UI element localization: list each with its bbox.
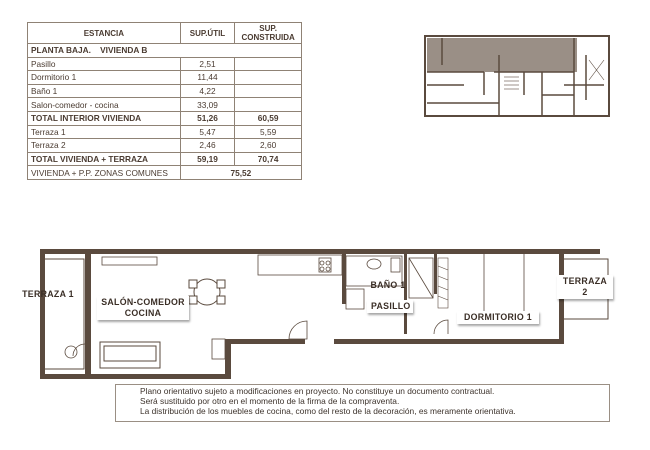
label-bano-1: BAÑO 1 (370, 280, 406, 290)
header-construida-label: CONSTRUIDA (241, 33, 295, 42)
total-terraza-label: TOTAL VIVIENDA + TERRAZA (28, 152, 181, 166)
row-label: Dormitorio 1 (28, 71, 181, 85)
section-row (28, 44, 302, 58)
kitchen-counter (102, 255, 342, 275)
row-construida: 2,60 (235, 139, 302, 153)
row-util: 33,09 (180, 98, 235, 112)
disclaimer-box (115, 384, 610, 422)
row-construida (235, 98, 302, 112)
row-label: Salon-comedor - cocina (28, 98, 181, 112)
total-terraza-row (28, 152, 302, 166)
row-util: 4,22 (180, 84, 235, 98)
row-util: 2,51 (180, 57, 235, 71)
header-estancia: ESTANCIA (28, 23, 181, 44)
row-construida (235, 84, 302, 98)
table-row (28, 98, 302, 112)
label-salon-line2: COCINA (124, 308, 162, 318)
row-util: 5,47 (180, 125, 235, 139)
row-construida (235, 71, 302, 85)
disclaimer-line-3: La distribución de los muebles de cocina, como del resto de la decoración, es meramente orientativa. (140, 406, 516, 417)
row-label: Baño 1 (28, 84, 181, 98)
total-terraza-util: 59,19 (180, 152, 235, 166)
row-construida (235, 57, 302, 71)
zonas-comunes-label: VIVIENDA + P.P. ZONAS COMUNES (28, 166, 181, 180)
highlighted-unit (427, 38, 577, 72)
label-salon-comedor (97, 296, 189, 320)
label-pasillo: PASILLO (367, 300, 413, 313)
label-salon-line1: SALÓN-COMEDOR (101, 297, 185, 307)
label-dormitorio-1: DORMITORIO 1 (457, 311, 539, 324)
table-row (28, 139, 302, 153)
total-interior-util: 51,26 (180, 111, 235, 125)
zonas-comunes-row (28, 166, 302, 180)
row-construida: 5,59 (235, 125, 302, 139)
header-sup-construida (235, 23, 302, 44)
table-row (28, 57, 302, 71)
total-interior-construida: 60,59 (235, 111, 302, 125)
row-label: Terraza 2 (28, 139, 181, 153)
total-interior-label: TOTAL INTERIOR VIVIENDA (28, 111, 181, 125)
section-title: PLANTA BAJA. VIVIENDA B (28, 44, 302, 58)
row-label: Pasillo (28, 57, 181, 71)
table-row (28, 125, 302, 139)
disclaimer-line-2: Será sustituido por otro en el momento de la firma de la compraventa. (140, 396, 400, 407)
surface-table (27, 22, 302, 180)
label-terraza-1: TERRAZA 1 (22, 289, 74, 299)
table-row (28, 71, 302, 85)
zonas-comunes-value: 75,52 (180, 166, 301, 180)
dining-table (189, 279, 225, 305)
row-util: 11,44 (180, 71, 235, 85)
header-sup-label: SUP. (259, 24, 277, 33)
table-row (28, 84, 302, 98)
header-sup-util: SUP.ÚTIL (180, 23, 235, 44)
sofa (100, 342, 160, 368)
label-terraza-2: TERRAZA 2 (557, 275, 613, 299)
total-terraza-construida: 70,74 (235, 152, 302, 166)
row-util: 2,46 (180, 139, 235, 153)
floor-location-thumbnail (424, 35, 610, 117)
disclaimer-line-1: Plano orientativo sujeto a modificaciones en proyecto. No constituye un documento contractual. (140, 386, 495, 396)
total-interior-row (28, 111, 302, 125)
row-label: Terraza 1 (28, 125, 181, 139)
wardrobe (438, 258, 448, 308)
